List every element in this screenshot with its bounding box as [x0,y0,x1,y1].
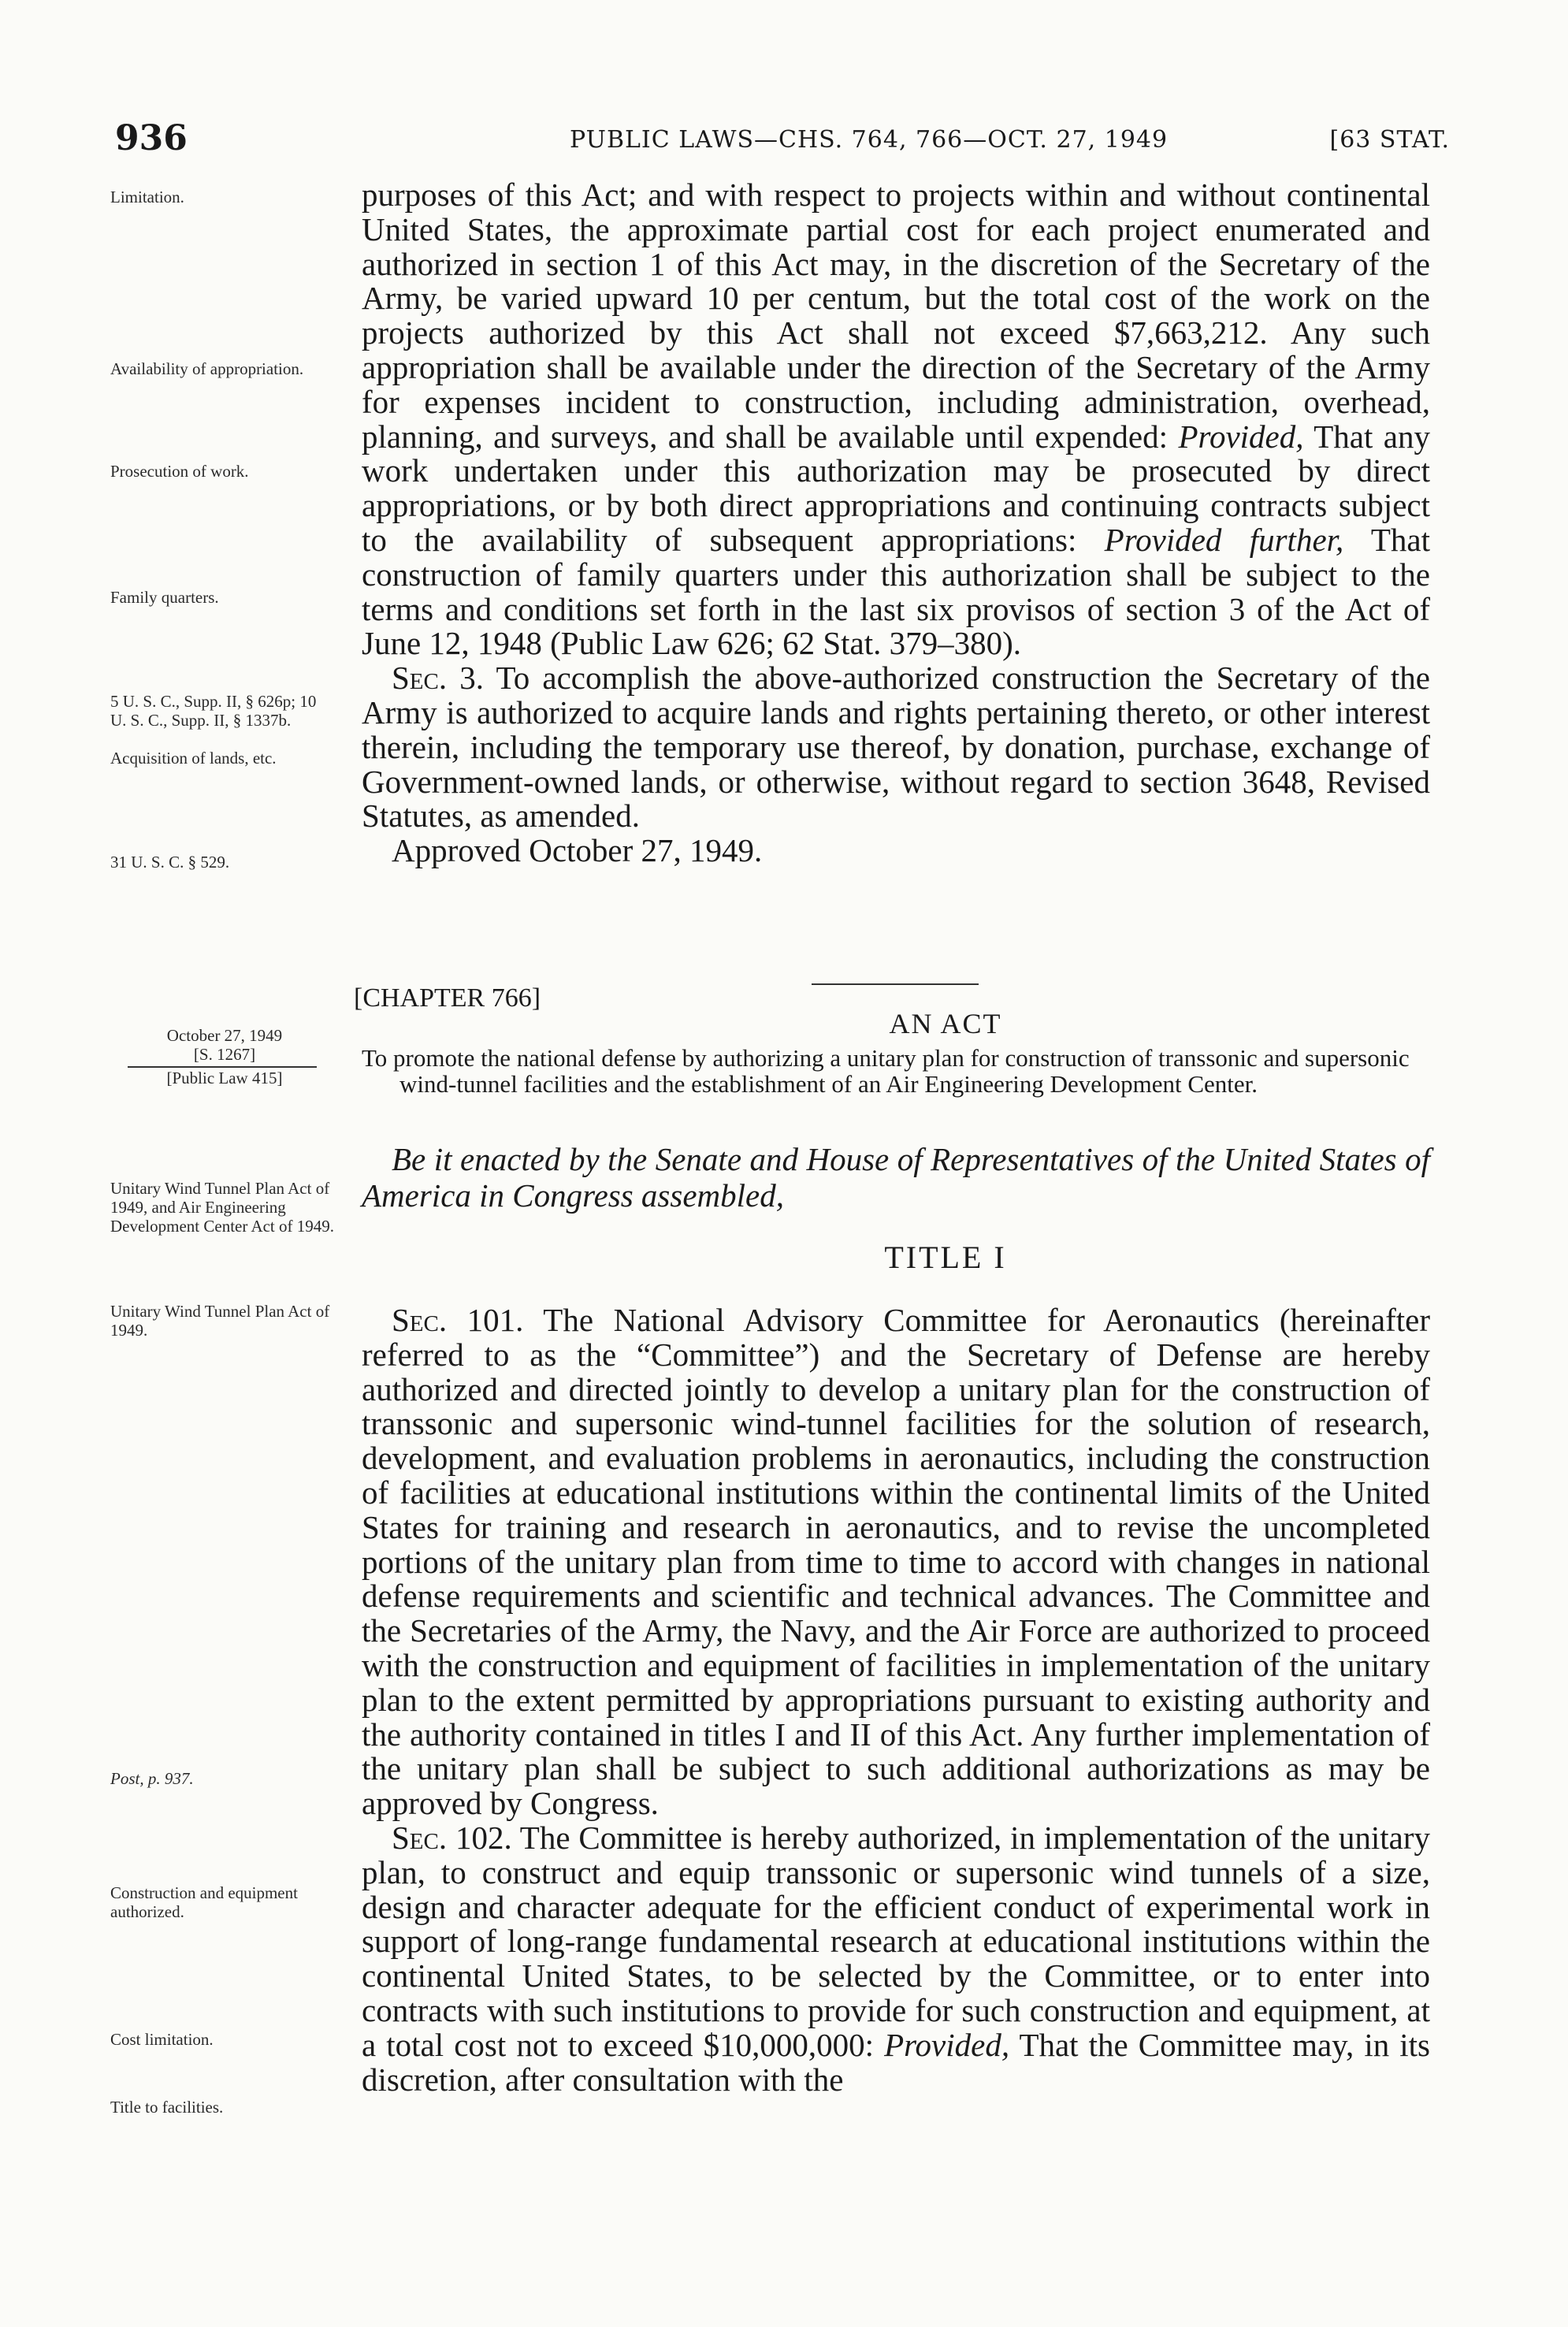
act-heading: AN ACT [889,1008,1002,1039]
section-2-text [362,178,1430,868]
page-header [115,118,1450,158]
page-number: 936 [115,118,188,158]
margin-note-public-law: [Public Law 415] [166,1069,283,1087]
section-102-label: Sec. 102. [392,1819,512,1856]
section-101-label: Sec. 101. [392,1302,524,1338]
act-purpose-text: To promote the national defense by authorizing a unitary plan for construction of transsonic and supersonic wind-tunnel facilities and the establishment of an Air Engineering Development Center. [362,1044,1410,1098]
chapter-separator-rule [812,983,979,985]
statute-reference: [63 STAT. [1329,126,1450,154]
section-3-text: To accomplish the above-authorized construction the Secretary of the Army is authorized to acquire lands and rights pertaining thereto, or other interest therein, including the temporary use thereof, by donation, purchase, exchange of Government-owned lands, or otherwise, without regard to section 3648, Revised Statutes, as amended. [362,660,1431,835]
margin-note-cost-limitation: Cost limitation. [110,2030,214,2049]
margin-note-bill: [S. 1267] [193,1045,256,1064]
section-101-text-a: The National Advisory Committee for Aeronautics (hereinafter referred to as the “Committee”) and the Secretary of Defense are hereby authorized and directed jointly to develop a unitary plan for the construction of transsonic and supersonic wind-tunnel facilities for the solution of research, development, and evaluation problems in aeronautics, including the construction of facilities at educational institutions within the continental limits of the United States for training and research in aeronautics, and to revise the uncompleted portions of the unitary plan from time to time to accord with changes in national defense requirements and scientific and technical advances. [362,1302,1431,1615]
margin-note-post: Post, p. 937. [110,1769,194,1788]
margin-note-short-title-2: Unitary Wind Tunnel Plan Act of 1949. [110,1302,330,1340]
provided-italic: Provided, [1178,418,1304,455]
provided-further-italic: Provided further, [1104,521,1344,558]
margin-note-availability: Availability of appropriation. [110,359,304,378]
title-i-text [362,1303,1430,2097]
margin-note-acquisition: Acquisition of lands, etc. [110,749,277,768]
enacting-clause: Be it enacted by the Senate and House of Representatives of the United States of America in Congress assembled, [362,1141,1430,1214]
section-102-paragraph [362,1821,1430,2097]
margin-note-family-quarters: Family quarters. [110,588,219,607]
margin-note-title-to-facilities: Title to facilities. [110,2098,224,2117]
running-head: PUBLIC LAWS—CHS. 764, 766—OCT. 27, 1949 [570,126,1169,154]
margin-note-usc-citation-2: 31 U. S. C. § 529. [110,853,230,872]
section-101-text-b: The Committee and the Secretaries of the Army, the Navy, and the Air Force are authorized to proceed with the construction and equipment of facilities in implementation of the unitary plan to the extent permitted by appropriations pursuant to existing authority and the authority contained in titles I and II of this Act. Any further implementation of the unitary plan shall be subject to such additional authorizations as may be approved by Congress. [362,1578,1431,1822]
section-102-text-a: The Committee is hereby authorized, in implementation of the unitary plan, to construct and equip transsonic or supersonic wind tunnels of a size, design and character adequate for the efficient conduct of experimental work in support of long-range fundamental research at educational institutions within the continental United States, to be selected by the Committee, or to enter into contracts with such institutions to provide for such construction and equipment, at a total cost not to exceed $10,000,000: [362,1819,1431,2063]
title-heading: TITLE I [884,1240,1007,1275]
section-3-paragraph [362,661,1430,834]
margin-note-prosecution: Prosecution of work. [110,462,249,481]
chapter-heading: [CHAPTER 766] [354,983,541,1013]
provided-italic-2: Provided, [884,2026,1010,2063]
section-3-label: Sec. 3. [392,660,485,697]
margin-note-date: October 27, 1949 [166,1026,283,1045]
approval-line: Approved October 27, 1949. [392,832,763,869]
act-purpose [362,1045,1430,1097]
margin-note-usc-citation: 5 U. S. C., Supp. II, § 626p; 10 U. S. C., Supp. II, § 1337b. [110,692,317,730]
section-2-text-b: That any work undertaken under this authorization may be prosecuted by direct appropriations, or by both direct appropriations and continuing contracts subject to the availability of subsequent appropriations: [362,418,1430,558]
section-2-text-a: purposes of this Act; and with respect to projects within and without continental United States, the approximate partial cost for each project enumerated and authorized in section 1 of this Act may, in the discretion of the Secretary of the Army, be varied upward 10 per centum, but the total cost of the work on the projects authorized by this Act shall not exceed $7,663,212. Any such appropriation shall be available under the direction of the Secretary of the Army for expenses incident to construction, including administration, overhead, planning, and surveys, and shall be available until expended: [362,177,1430,455]
section-101-paragraph [362,1303,1430,1821]
section-102-text-b: That the Committee may, in its discretion, after consultation with the [362,2026,1431,2098]
margin-note-construction: Construction and equipment authorized. [110,1883,298,1921]
section-2-text-c: That construction of family quarters under this authorization shall be subject to the terms and conditions set forth in the last six provisos of section 3 of the Act of June 12, 1948 (Public Law 626; 62 Stat. 379–380). [362,521,1430,662]
margin-rule [128,1066,317,1068]
margin-note-limitation: Limitation. [110,188,184,206]
margin-note-short-title: Unitary Wind Tunnel Plan Act of 1949, and Air Engineering Development Center Act of 1949. [110,1179,335,1236]
